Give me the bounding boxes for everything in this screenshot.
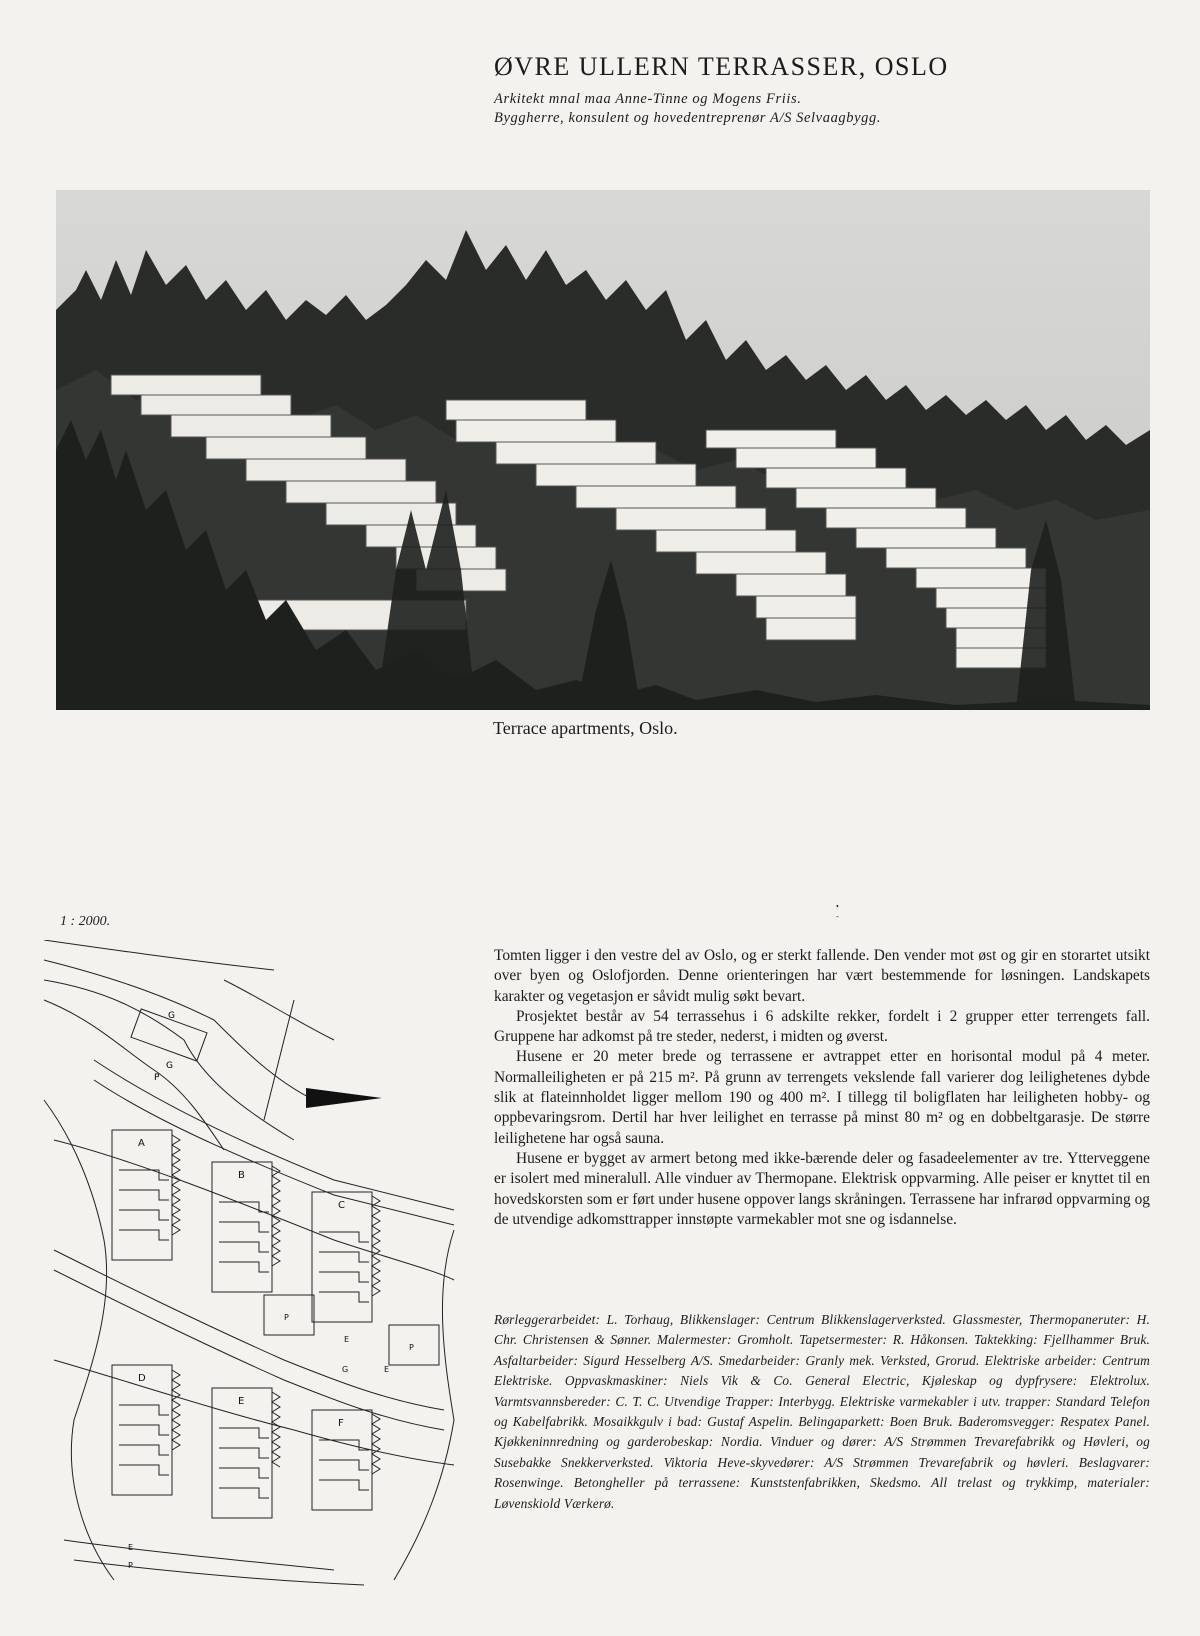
plan-label-e-mid: E: [344, 1335, 350, 1344]
body-paragraph: Tomten ligger i den vestre del av Oslo, og er sterkt fallende. Den vender mot øst og gir en storartet utsikt over byen og Oslofjorden. Denne orienteringen har vært bestemmende for løsningen. Landskapets karakter og vegetasjon er såvidt mulig søkt bevart.: [494, 947, 1150, 1005]
plan-scale: 1 : 2000.: [60, 914, 111, 929]
terrace-photo-illustration: [56, 190, 1150, 710]
plan-label-p-right: P: [409, 1343, 414, 1352]
plan-label-g-top: G: [168, 1011, 175, 1021]
site-plan-drawing: [34, 940, 464, 1590]
block-label-c: C: [338, 1200, 345, 1211]
terrace-photo: [56, 190, 1150, 710]
plan-label-e-right: E: [384, 1365, 390, 1374]
plan-label-p-bottom: P: [128, 1561, 133, 1570]
builder-credit: Byggherre, konsulent og hovedentreprenør A/S Selvaagbygg.: [494, 110, 882, 126]
block-label-b: B: [238, 1170, 245, 1181]
photo-caption: Terrace apartments, Oslo.: [493, 718, 678, 738]
plan-label-p-mid: P: [284, 1313, 289, 1322]
plan-label-p-top: P: [154, 1073, 160, 1083]
north-arrow-icon: [306, 1088, 382, 1108]
body-paragraph: Prosjektet består av 54 terrassehus i 6 adskilte rekker, fordelt i 2 grupper etter terrengets fall. Gruppene har adkomst på tre steder, nederst, i midten og øverst.: [494, 1007, 1150, 1046]
block-label-a: A: [138, 1138, 145, 1149]
block-label-e: E: [238, 1396, 245, 1407]
architect-credit: Arkitekt mnal maa Anne-Tinne og Mogens Friis.: [494, 91, 802, 107]
article-body: [494, 946, 1150, 1230]
site-plan: [34, 940, 464, 1590]
decorative-dots: • -: [836, 902, 839, 921]
plan-label-e-bottom: E: [128, 1543, 134, 1552]
plan-label-g-mid: G: [166, 1061, 173, 1071]
body-paragraph: Husene er bygget av armert betong med ikke-bærende deler og fasadeelementer av tre. Ytterveggene er isolert med mineralull. Alle vinduer av Thermopane. Elektrisk oppvarming. Alle peiser er knyttet til en hovedskorsten som er ført under husene oppover langs skråningen. Terrassene har infrarød oppvarming og de utvendige adkomsttrapper innstøpte varmekabler mot sne og isdannelse.: [494, 1149, 1150, 1228]
block-label-f: F: [338, 1418, 344, 1429]
article-title: ØVRE ULLERN TERRASSER, OSLO: [494, 52, 949, 81]
article-header: [494, 52, 1134, 128]
body-paragraph: Husene er 20 meter brede og terrassene er avtrappet etter en horisontal modul på 4 meter. Normalleiligheten er på 215 m². På grunn av terrengets vekslende fall varierer dog leilighetenes dybde slik at flateinnholdet ligger mellom 190 og 400 m². I tillegg til boligflaten har leiligheten hobby- og oppbevaringsrom. Dertil har hver leilighet en terrasse på minst 80 m² og en dobbeltgarasje. De større leilighetene har også sauna.: [494, 1048, 1150, 1147]
plan-label-g-low: G: [342, 1365, 349, 1374]
block-label-d: D: [138, 1373, 146, 1384]
contractor-list: Rørleggerarbeidet: L. Torhaug, Blikkenslager: Centrum Blikkenslagerverksted. Glassmester, Thermopaneruter: H. Chr. Christensen & Sønner. Malermester: Gromholt. Tapetsermester: R. Håkonsen. Taktekking: Fjellhammer Bruk. Asfaltarbeider: Sigurd Hesselberg A/S. Smedarbeider: Granly mek. Verksted, Grorud. Elektriske arbeider: Centrum Elektriske. Oppvaskmaskiner: Niels Vik & Co. General Electric, Kjøleskap og dypfrysere: Elektrolux. Varmtsvannsbereder: C. T. C. Utvendige Trapper: Interbygg. Elektriske varmekabler i utv. trapper: Standard Telefon og Kabelfabrikk. Mosaikkgulv i bad: Gustaf Aspelin. Belingaparkett: Boen Bruk. Baderomsvegger: Respatex Panel. Kjøkkeninnredning og garderobeskap: Nordia. Vinduer og dører: A/S Strømmen Trevarefabrikk og Høvleri, og Susebakke Snekkerverksted. Viktoria Heve-skyvedører: A/S Strømmen Trevarefabrik og høvleri. Beslagvarer: Rosenwinge. Betongheller på terrassene: Kunststenfabrikken, Skedsmo. All trelast og trykkimp, materialer: Løvenskiold Værkerø.: [494, 1312, 1150, 1511]
